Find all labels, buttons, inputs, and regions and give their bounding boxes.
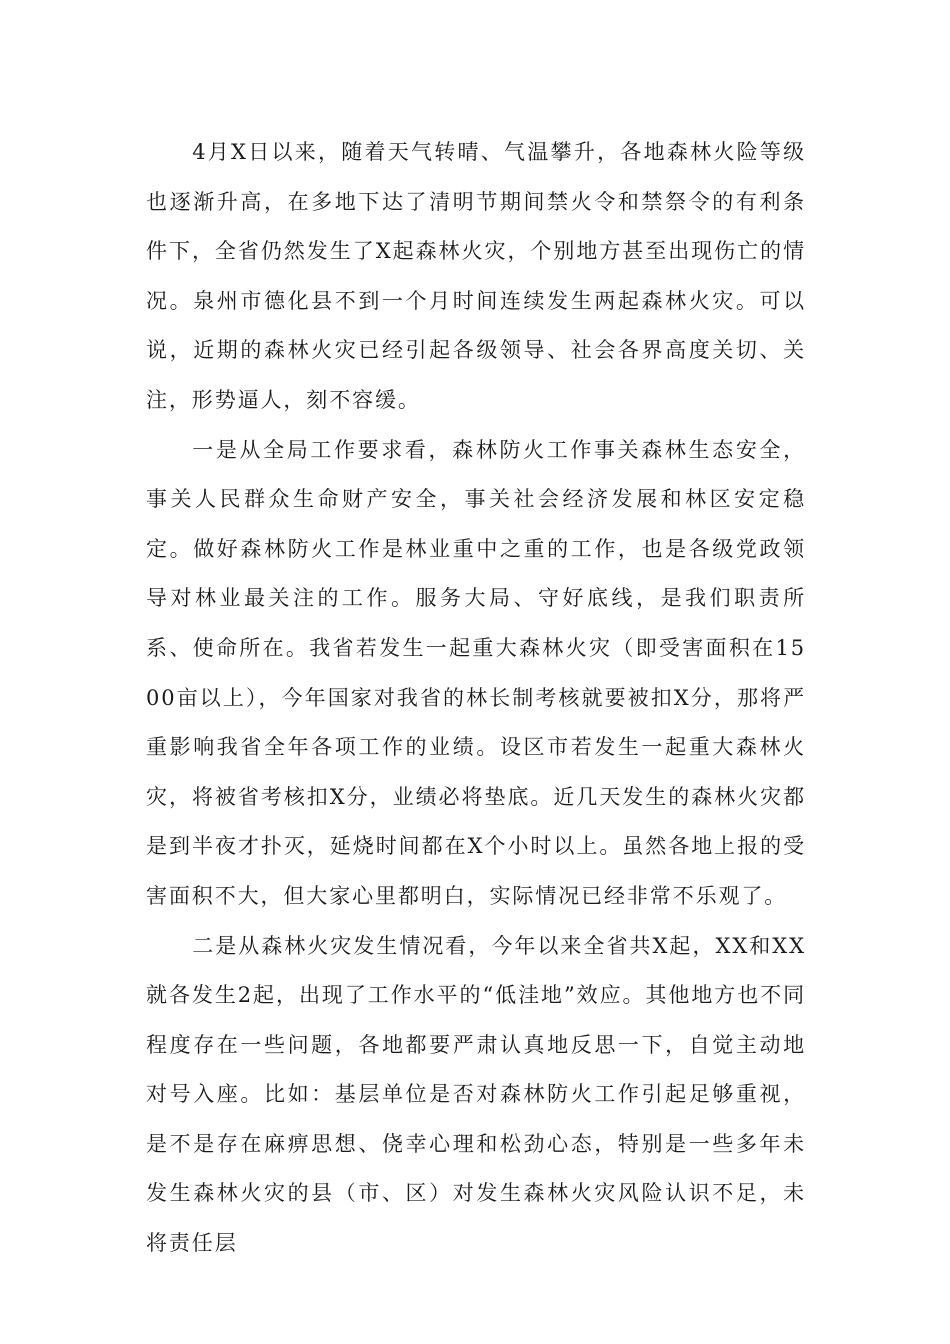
paragraph-intro: 4月X日以来，随着天气转晴、气温攀升，各地森林火险等级也逐渐升高，在多地下达了清明节期间禁火令和禁祭令的有利条件下，全省仍然发生了X起森林火灾，个别地方甚至出现伤亡的情况。泉州市德化县不到一个月时间连续发生两起森林火灾。可以说，近期的森林火灾已经引起各级领导、社会各界高度关切、关注，形势逼人，刻不容缓。: [146, 140, 806, 412]
paragraph-point-one: 一是从全局工作要求看，森林防火工作事关森林生态安全，事关人民群众生命财产安全，事关社会经济发展和林区安定稳定。做好森林防火工作是林业重中之重的工作，也是各级党政领导对林业最关注的工作。服务大局、守好底线，是我们职责所系、使命所在。我省若发生一起重大森林火灾（即受害面积在1500亩以上），今年国家对我省的林长制考核就要被扣X分，那将严重影响我省全年各项工作的业绩。设区市若发生一起重大森林火灾，将被省考核扣X分，业绩必将垫底。近几天发生的森林火灾都是到半夜才扑灭，延烧时间都在X个小时以上。虽然各地上报的受害面积不大，但大家心里都明白，实际情况已经非常不乐观了。: [146, 437, 806, 908]
paragraph-point-two: 二是从森林火灾发生情况看，今年以来全省共X起，XX和XX就各发生2起，出现了工作水平的“低洼地”效应。其他地方也不同程度存在一些问题，各地都要严肃认真地反思一下，自觉主动地对号入座。比如：基层单位是否对森林防火工作引起足够重视，是不是存在麻痹思想、侥幸心理和松劲心态，特别是一些多年未发生森林火灾的县（市、区）对发生森林火灾风险认识不足，未将责任层: [146, 933, 806, 1256]
document-body: [146, 128, 806, 1269]
